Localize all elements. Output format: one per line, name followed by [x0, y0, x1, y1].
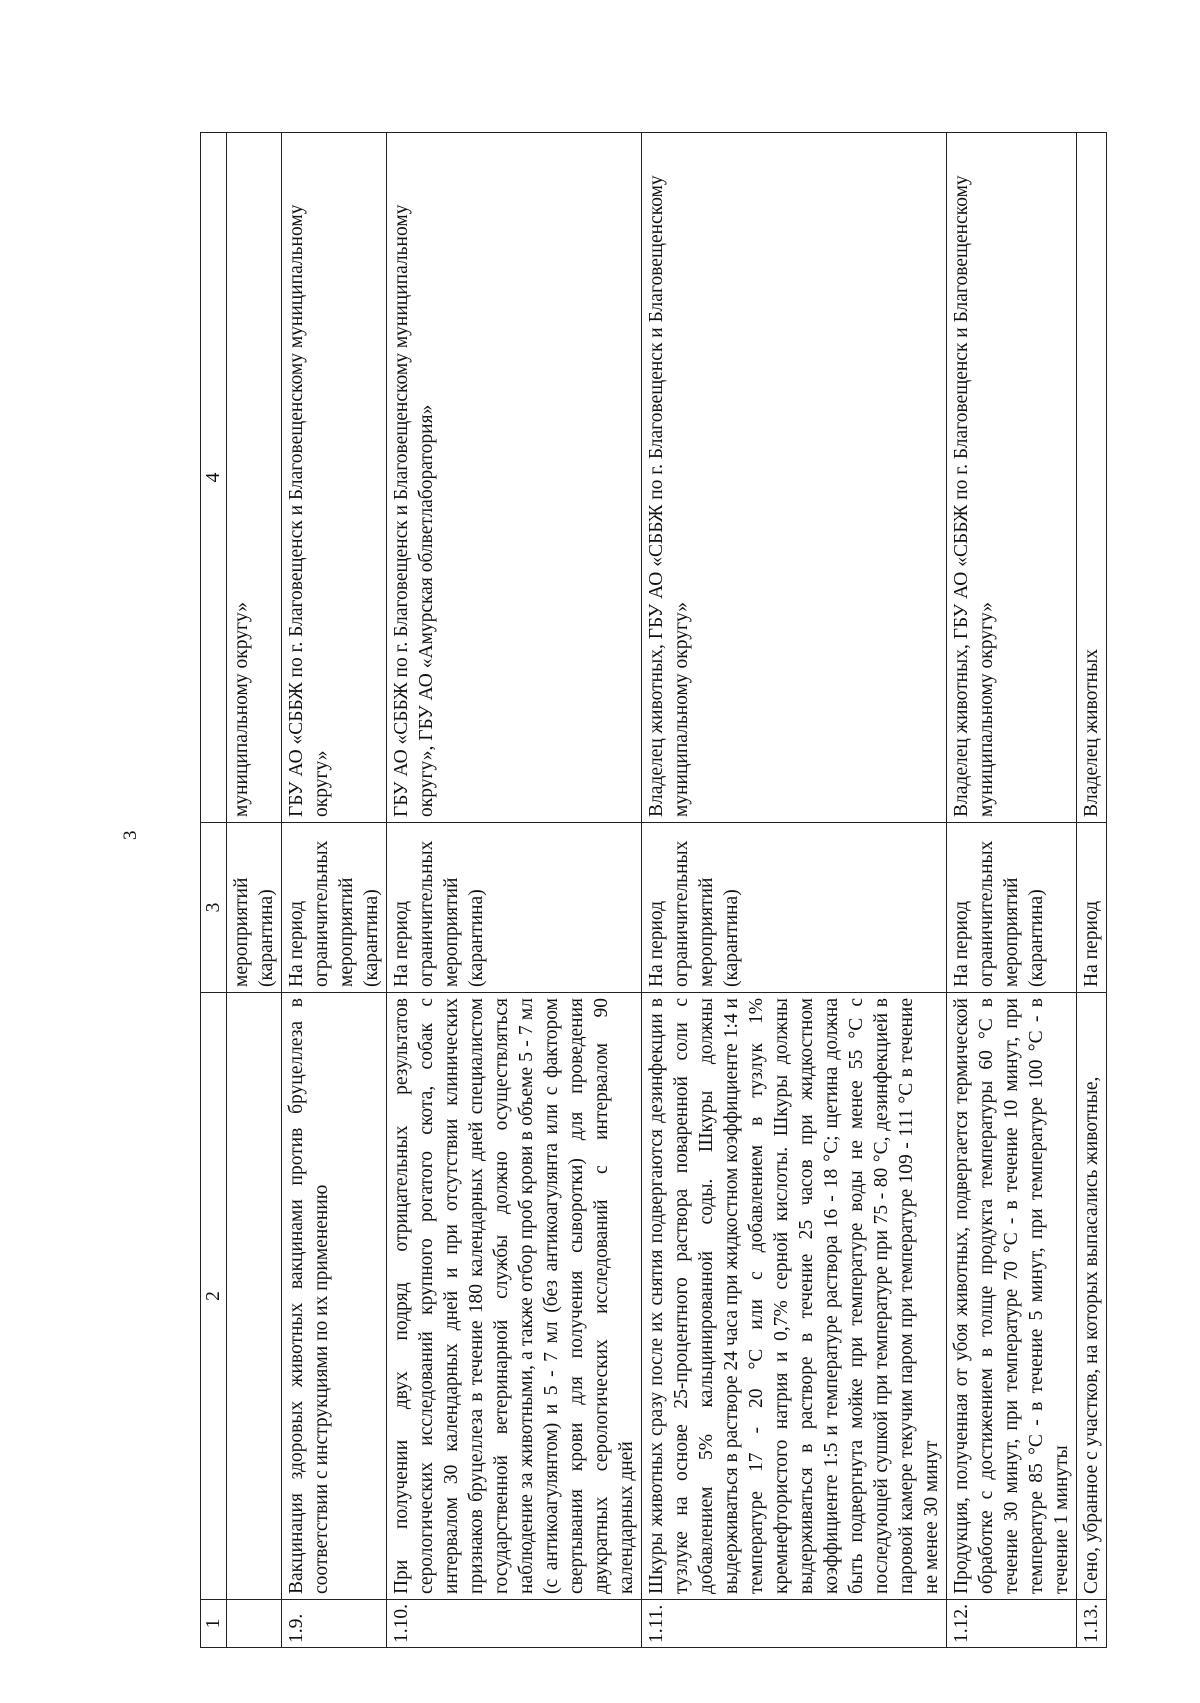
row-measure: При получении двух подряд отрицательных результатов серологических исследований крупного рогатого скота, собак с интервалом 30 календарных дней и при отсутствии клинических признаков бруцеллеза в течение 180 календарных дней специалистом государственной ветеринарной службы должно осуществляться наблюдение за животными, а также отбор проб крови в объеме 5 - 7 мл (с антикоагулянтом) и 5 - 7 мл (без антикоагулянта или с фактором свертывания крови для получения сыворотки) для проведения двукратных серологических исследований с интервалом 90 календарных дней	[387, 993, 642, 1600]
column-header-1: 1	[201, 1600, 227, 1648]
row-measure: Сено, убранное с участков, на которых выпасались животные,	[1077, 993, 1107, 1600]
table-row	[282, 133, 387, 1648]
row-number: 1.11.	[642, 1600, 947, 1648]
table-row	[387, 133, 642, 1648]
table-row	[642, 133, 947, 1648]
row-responsible: ГБУ АО «СББЖ по г. Благовещенск и Благовещенскому муниципальному округу», ГБУ АО «Амурская облветлаборатория»	[387, 133, 642, 823]
row-responsible: Владелец животных, ГБУ АО «СББЖ по г. Благовещенск и Благовещенскому муниципальному округу»	[642, 133, 947, 823]
row-term: На период ограничительных мероприятий (карантина)	[642, 823, 947, 993]
row-responsible: Владелец животных, ГБУ АО «СББЖ по г. Благовещенск и Благовещенскому муниципальному округу»	[947, 133, 1077, 823]
row-number: 1.12.	[947, 1600, 1077, 1648]
column-header-4: 4	[201, 133, 227, 823]
row-number: 1.9.	[282, 1600, 387, 1648]
row-term: На период ограничительных мероприятий (карантина)	[282, 823, 387, 993]
row-measure: Продукция, полученная от убоя животных, подвергается термической обработке с достижением в толще продукта температуры 60 °С в течение 30 минут, при температуре 70 °С - в течение 10 минут, при температуре 85 °С - в течение 5 минут, при температуре 100 °С - в течение 1 минуты	[947, 993, 1077, 1600]
page-number: 3	[120, 830, 141, 840]
row-number: 1.10.	[387, 1600, 642, 1648]
table-row	[947, 133, 1077, 1648]
rotated-table-container	[200, 133, 1100, 1648]
row-term: мероприятий (карантина)	[227, 823, 282, 993]
table-row	[227, 133, 282, 1648]
column-header-3: 3	[201, 823, 227, 993]
row-measure: Шкуры животных сразу после их снятия подвергаются дезинфекции в тузлуке на основе 25-процентного раствора поваренной соли с добавлением 5% кальцинированной соды. Шкуры должны выдерживаться в растворе 24 часа при жидкостном коэффициенте 1:4 и температуре 17 - 20 °С или с добавлением в тузлук 1% кремнефтористого натрия и 0,7% серной кислоты. Шкуры должны выдерживаться в растворе в течение 25 часов при жидкостном коэффициенте 1:5 и температуре раствора 16 - 18 °С; щетина должна быть подвергнута мойке при температуре воды не менее 55 °С с последующей сушкой при температуре при 75 - 80 °С, дезинфекцией в паровой камере текучим паром при температуре 109 - 111 °С в течение не менее 30 минут	[642, 993, 947, 1600]
row-measure: Вакцинация здоровых животных вакцинами против бруцеллеза в соответствии с инструкциями по их применению	[282, 993, 387, 1600]
row-responsible: муниципальному округу»	[227, 133, 282, 823]
table-header-row	[201, 133, 227, 1648]
table-row	[1077, 133, 1107, 1648]
row-number	[227, 1600, 282, 1648]
row-term: На период	[1077, 823, 1107, 993]
measures-table	[200, 132, 1107, 1648]
row-term: На период ограничительных мероприятий (карантина)	[947, 823, 1077, 993]
row-term: На период ограничительных мероприятий (карантина)	[387, 823, 642, 993]
row-responsible: Владелец животных	[1077, 133, 1107, 823]
column-header-2: 2	[201, 993, 227, 1600]
row-measure	[227, 993, 282, 1600]
row-number: 1.13.	[1077, 1600, 1107, 1648]
row-responsible: ГБУ АО «СББЖ по г. Благовещенск и Благовещенскому муниципальному округу»	[282, 133, 387, 823]
